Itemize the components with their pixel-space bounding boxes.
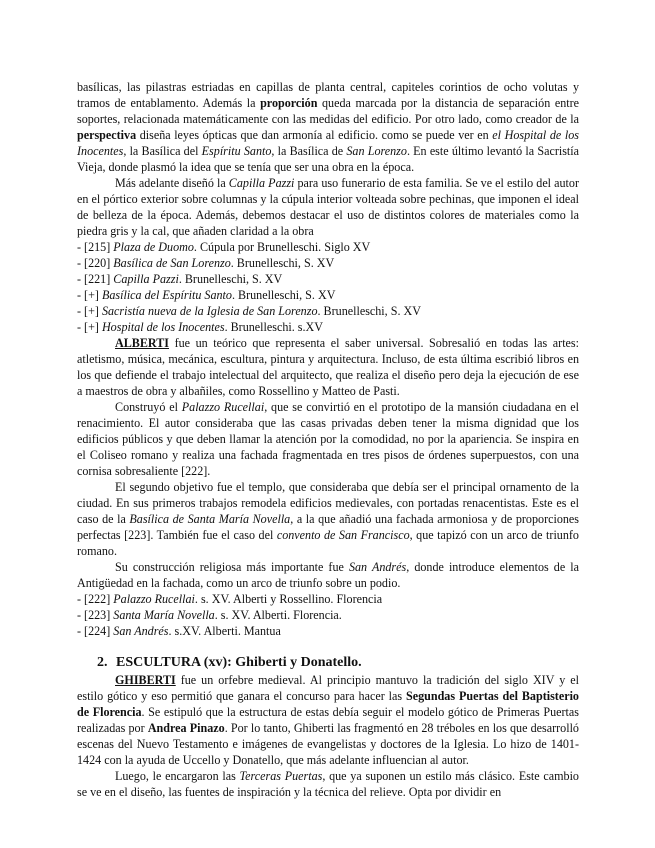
paragraph-alberti-temples: El segundo objetivo fue el templo, que consideraba que debía ser el principal ornamento de la ciudad. En sus primeros trabajos remodela edificios medievales, con portadas renacentistas. Este es el caso de la Basílica de Santa María Novella, a la que añadió una fachada armoniosa y de proporciones perfectas [223]. También fue el caso del convento de San Francisco, que tapizó con un arco de triunfo romano. [77,480,579,558]
list-item: - [224] San Andrés. s.XV. Alberti. Mantua [77,624,281,638]
paragraph-alberti-intro: ALBERTI fue un teórico que representa el saber universal. Sobresalió en todas las artes: atletismo, música, mecánica, escultura, pintura y arquitectura. Incluso, de esta última escribió libros en los que defiende el trabajo intelectual del arquitecto, que realiza el diseño pero deja la ejecución de ese a maestros de obra y albañiles, como Rossellino y Matteo de Pasti. [77,336,579,398]
list-item: - [+] Hospital de los Inocentes. Brunelleschi. s.XV [77,320,323,334]
paragraph-palazzo-rucellai: Construyó el Palazzo Rucellai, que se convirtió en el prototipo de la mansión ciudadana en el renacimiento. El autor consideraba que las casas privadas deben tener la misma dignidad que los edificios públicos y que deben llamar la atención por la comodidad, no por la apariencia. Se inspira en el Coliseo romano y realiza una fachada fragmentada en tres pisos de órdenes superpuestos, con una cornisa sobresaliente [222]. [77,400,579,478]
list-item: - [+] Basílica del Espíritu Santo. Brunelleschi, S. XV [77,288,336,302]
paragraph-brunelleschi-proportion: basílicas, las pilastras estriadas en capillas de planta central, capiteles corintios de ocho volutas y tramos de entablamento. Además la proporción queda marcada por la distancia de separación entre soportes, relacionada matemáticamente con las medidas del edificio. Por otro lado, como creador de la perspectiva diseña leyes ópticas que dan armonía al edificio. como se puede ver en el Hospital de los Inocentes, la Basílica del Espíritu Santo, la Basílica de San Lorenzo. En este último levantó la Sacristía Vieja, donde plasmó la idea que se tenía que ser una obra en la época. [77,80,580,174]
list-item: - [+] Sacristía nueva de la Iglesia de San Lorenzo. Brunelleschi, S. XV [77,304,421,318]
paragraph-san-andres: Su construcción religiosa más importante fue San Andrés, donde introduce elementos de la Antigüedad en la fachada, como un arco de triunfo sobre un podio. [77,560,579,590]
image-reference-list-brunelleschi [77,239,579,335]
list-item: - [215] Plaza de Duomo. Cúpula por Brunelleschi. Siglo XV [77,240,371,254]
list-item: - [222] Palazzo Rucellai. s. XV. Alberti y Rossellino. Florencia [77,592,383,606]
author-name-ghiberti: GHIBERTI [115,673,176,687]
paragraph-terceras-puertas: Luego, le encargaron las Terceras Puertas, que ya suponen un estilo más clásico. Este cambio se ve en el diseño, las fuentes de inspiración y la técnica del relieve. Opta por dividir en [77,769,579,799]
list-item: - [221] Capilla Pazzi. Brunelleschi, S. XV [77,272,283,286]
section-heading-escultura [97,654,579,672]
paragraph-capilla-pazzi: Más adelante diseñó la Capilla Pazzi para uso funerario de esta familia. Se ve el estilo del autor en el pórtico exterior sobre columnas y la cúpula interior volteada sobre pechinas, que imponen el ideal de belleza de la época. Además, debemos destacar el uso de distintos colores de materiales como la piedra gris y la cal, que añaden claridad a la obra [77,176,579,238]
section-title: ESCULTURA (xv): Ghiberti y Donatello. [116,655,362,670]
document-page [77,79,579,800]
paragraph-ghiberti-intro: GHIBERTI fue un orfebre medieval. Al principio mantuvo la tradición del siglo XIV y el estilo gótico y eso permitió que ganara el concurso para hacer las Segundas Puertas del Baptisterio de Florencia. Se estipuló que la estructura de estas debía seguir el modelo gótico de Primeras Puertas realizadas por Andrea Pinazo. Por lo tanto, Ghiberti las fragmentó en 28 tréboles en los que desarrolló escenas del Nuevo Testamento e imágenes de evangelistas y doctores de la Iglesia. Lo hizo de 1401-1424 con la ayuda de Uccello y Donatello, que más adelante influencian al autor. [77,673,579,767]
author-name-alberti: ALBERTI [115,336,170,350]
section-number: 2. [97,655,108,670]
list-item: - [223] Santa María Novella. s. XV. Alberti. Florencia. [77,608,342,622]
list-item: - [220] Basílica de San Lorenzo. Brunelleschi, S. XV [77,256,335,270]
image-reference-list-alberti [77,591,579,639]
